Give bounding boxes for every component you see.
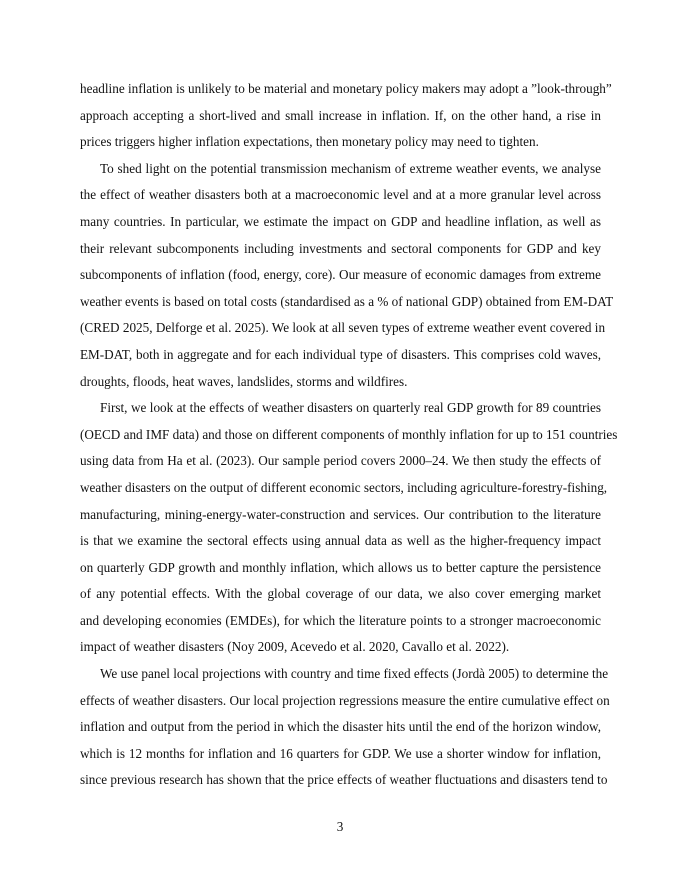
text-line: effects of weather disasters. Our local projection regressions measure the entire cumulative effect on	[80, 692, 610, 708]
text-line: droughts, floods, heat waves, landslides, storms and wildfires.	[80, 373, 408, 389]
text-line: of any potential effects. With the global coverage of our data, we also cover emerging market	[80, 586, 601, 602]
paragraph	[80, 395, 618, 661]
text-line: which is 12 months for inflation and 16 quarters for GDP. We use a shorter window for inflation,	[80, 745, 601, 761]
text-line: (CRED 2025, Delforge et al. 2025). We look at all seven types of extreme weather event covered in	[80, 320, 606, 336]
text-line: weather disasters on the output of different economic sectors, including agriculture-forestry-fishing,	[80, 479, 608, 495]
text-line: impact of weather disasters (Noy 2009, Acevedo et al. 2020, Cavallo et al. 2022).	[80, 639, 510, 655]
paragraph	[80, 661, 610, 794]
text-line: First, we look at the effects of weather disasters on quarterly real GDP growth for 89 countries	[100, 400, 601, 416]
text-line: many countries. In particular, we estimate the impact on GDP and headline inflation, as well as	[80, 213, 601, 229]
text-line: the effect of weather disasters both at a macroeconomic level and at a more granular level across	[80, 187, 601, 203]
text-line: weather events is based on total costs (standardised as a % of national GDP) obtained from EM-DAT	[80, 293, 614, 309]
text-line: prices triggers higher inflation expectations, then monetary policy may need to tighten.	[80, 134, 539, 150]
text-line: headline inflation is unlikely to be material and monetary policy makers may adopt a ”look-through”	[80, 81, 612, 96]
page-number: 3	[336, 819, 344, 834]
text-line: on quarterly GDP growth and monthly inflation, which allows us to better capture the persistence	[80, 559, 601, 575]
text-line: (OECD and IMF data) and those on different components of monthly inflation for up to 151 countries	[80, 426, 618, 442]
paragraph	[80, 156, 614, 395]
text-line: manufacturing, mining-energy-water-construction and services. Our contribution to the literature	[80, 506, 601, 522]
text-line: EM-DAT, both in aggregate and for each individual type of disasters. This comprises cold waves,	[80, 346, 601, 362]
paragraph	[80, 76, 612, 156]
text-line: since previous research has shown that the price effects of weather fluctuations and disasters tend to	[80, 772, 608, 788]
text-line: is that we examine the sectoral effects using annual data as well as the higher-frequency impact	[80, 533, 601, 549]
text-line: We use panel local projections with country and time fixed effects (Jordà 2005) to determine the	[100, 666, 609, 682]
body-text	[80, 76, 618, 794]
text-line: inflation and output from the period in which the disaster hits until the end of the horizon window,	[80, 719, 601, 735]
text-line: approach accepting a short-lived and small increase in inflation. If, on the other hand, a rise in	[80, 107, 601, 123]
text-line: and developing economies (EMDEs), for which the literature points to a stronger macroeconomic	[80, 612, 601, 628]
text-line: using data from Ha et al. (2023). Our sample period covers 2000–24. We then study the effects of	[80, 453, 601, 469]
text-line: subcomponents of inflation (food, energy, core). Our measure of economic damages from extreme	[80, 267, 601, 283]
text-line: their relevant subcomponents including investments and sectoral components for GDP and key	[80, 240, 601, 256]
text-line: To shed light on the potential transmission mechanism of extreme weather events, we analyse	[100, 160, 601, 176]
